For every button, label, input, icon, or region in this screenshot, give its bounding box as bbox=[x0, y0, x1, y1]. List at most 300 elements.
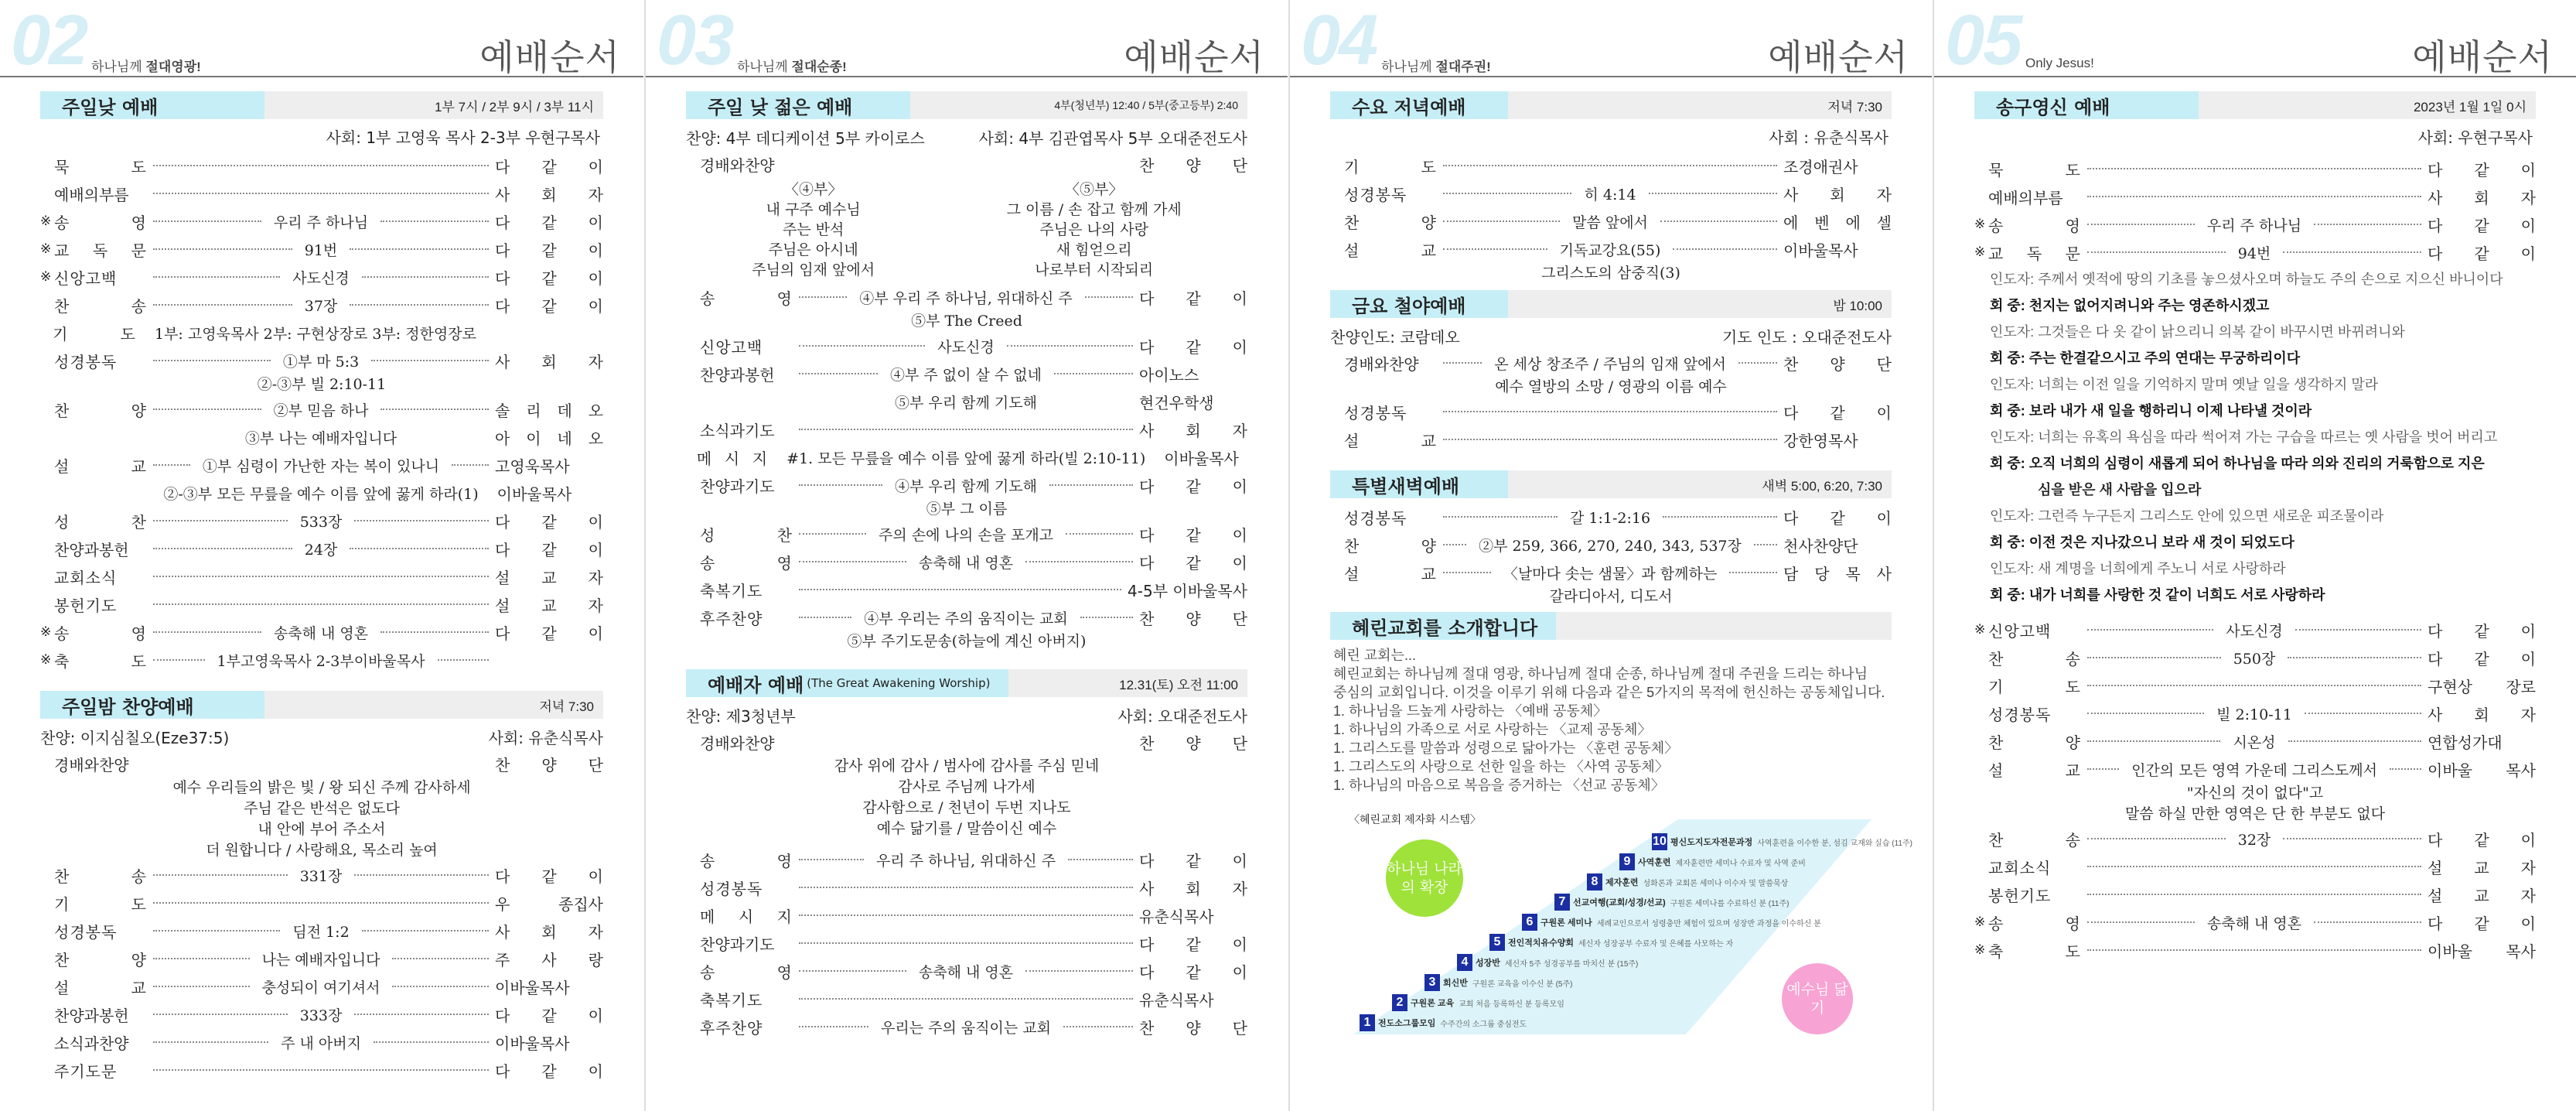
order-row bbox=[1330, 503, 1892, 531]
order-row bbox=[40, 235, 603, 263]
order-row bbox=[686, 929, 1247, 957]
text-line: 1. 그리스도의 사랑으로 선한 일을 하는 〈사역 공동체〉 bbox=[1333, 759, 1669, 774]
order-row bbox=[40, 507, 603, 535]
page-content bbox=[686, 91, 1247, 1103]
discipleship-step: 8 제자훈련 성화론과 교회론 세미나 이수자 및 말씀묵상 bbox=[1587, 873, 1788, 891]
section-header-awakening: 예배자 예배 (The Great Awakening Worship) 12.31(토) 오전 11:00 bbox=[686, 669, 1247, 697]
order-row bbox=[686, 603, 1247, 631]
page-title: 예배순서 bbox=[2412, 36, 2553, 78]
order-leader: 이바울 목사 bbox=[2428, 761, 2537, 780]
order-leader: 천사찬양단 bbox=[1783, 536, 1858, 556]
order-label: 성 찬 bbox=[700, 525, 793, 545]
order-row bbox=[1974, 238, 2536, 266]
responsive-reading bbox=[1974, 266, 2536, 608]
order-content: 94번 bbox=[2237, 244, 2271, 262]
order-leader: 설 교 자 bbox=[2428, 886, 2536, 905]
order-label: 설 교 bbox=[1344, 564, 1437, 583]
order-leader: 사 회 자 bbox=[2428, 705, 2537, 724]
order-leader: 이바울 목사 bbox=[2428, 942, 2536, 961]
page-number: 02 bbox=[11, 1, 87, 80]
order-label: 봉헌기도 bbox=[1988, 886, 2052, 905]
order-leader: 다 같 이 bbox=[1783, 403, 1892, 422]
order-leader: 다 같 이 bbox=[1139, 851, 1247, 870]
congregation-line: 회 중: 천지는 없어지려니와 주는 영존하시겠고 bbox=[1990, 298, 2270, 313]
order-row bbox=[686, 985, 1247, 1013]
order-row bbox=[686, 901, 1247, 929]
order-label: 찬 송 bbox=[54, 867, 147, 886]
order-row bbox=[1330, 179, 1892, 207]
order-content: ②부 259, 366, 270, 240, 343, 537장 bbox=[1479, 537, 1742, 555]
order-row bbox=[1974, 644, 2536, 672]
order-row bbox=[1974, 853, 2536, 880]
order-leader: 사 회 자 bbox=[1783, 185, 1892, 204]
page-tagline: 하나님께 절대영광! bbox=[91, 60, 201, 74]
order-label: 소식과기도 bbox=[700, 421, 775, 440]
order-label: 메 시 지 bbox=[700, 907, 793, 926]
order-row bbox=[1974, 210, 2536, 238]
order-label: 소식과찬양 bbox=[54, 1034, 129, 1053]
order-label: 묵 도 bbox=[1988, 160, 2081, 179]
order-content: 〈날마다 솟는 샘물〉과 함께하는 bbox=[1503, 565, 1718, 583]
page-05 bbox=[1933, 0, 2576, 1111]
order-label: 송 영 bbox=[54, 213, 147, 232]
order-row bbox=[40, 1000, 603, 1028]
page-content bbox=[1974, 91, 2536, 1103]
order-label: 묵 도 bbox=[54, 157, 147, 176]
order-row: 경배와찬양 찬 양 단 bbox=[700, 733, 1247, 753]
order-leader: 고영욱목사 bbox=[495, 456, 570, 476]
order-row bbox=[1974, 908, 2536, 936]
order-row bbox=[1974, 699, 2536, 727]
congregation-line: 회 중: 내가 너희를 사랑한 것 같이 너희도 서로 사랑하라 bbox=[1990, 587, 2325, 603]
order-label: 찬 양 bbox=[1344, 536, 1437, 556]
order-row bbox=[1330, 398, 1892, 426]
order-row bbox=[1974, 672, 2536, 699]
order-leader: 조경애권사 bbox=[1783, 157, 1858, 176]
section-header-youth: 주일 낮 젊은 예배 4부(청년부) 12:40 / 5부(중고등부) 2:40 bbox=[686, 91, 1247, 119]
order-row: ⑤부 우리 함께 기도해 현건우학생 bbox=[895, 393, 1214, 412]
order-label: 성 찬 bbox=[54, 512, 147, 532]
kingdom-expansion-circle: 하나님 나라의 확장 bbox=[1386, 839, 1463, 917]
order-label: 성경봉독 bbox=[1344, 185, 1407, 204]
order-subline: 갈라디아서, 디도서 bbox=[1549, 588, 1673, 605]
order-label: 송 영 bbox=[54, 624, 147, 643]
required-mark: ※ bbox=[40, 241, 52, 257]
lyric-line: 예수 닮기를 / 말씀이신 예수 bbox=[876, 820, 1057, 837]
lyric-line: 주님 같은 반석은 없도다 bbox=[244, 800, 400, 817]
order-leader: 설 교 자 bbox=[2428, 858, 2536, 877]
congregation-line: 회 중: 주는 한결같으시고 주의 연대는 무궁하리이다 bbox=[1990, 350, 2301, 366]
order-row bbox=[1974, 880, 2536, 908]
praise-host-line: 찬양: 이지심칠오(Eze37:5) 사회: 유춘식목사 bbox=[40, 728, 603, 747]
order-leader: 사 회 자 bbox=[2428, 188, 2536, 207]
order-content: 히 4:14 bbox=[1584, 186, 1636, 203]
order-subline: "자신의 것이 없다"고 bbox=[2186, 785, 2324, 802]
order-content: ②부 믿음 하나 bbox=[273, 402, 369, 419]
order-leader: 사 회 자 bbox=[1139, 421, 1247, 440]
required-mark: ※ bbox=[1974, 914, 1986, 930]
order-content: 사도신경 bbox=[292, 269, 350, 287]
discipleship-diagram bbox=[1330, 812, 1912, 1036]
order-content: 빌 2:10-11 bbox=[2216, 706, 2292, 723]
order-leader: 담 당 목 사 bbox=[1783, 564, 1892, 583]
order-row bbox=[40, 319, 603, 347]
order-leader: 다 같 이 bbox=[495, 1006, 603, 1025]
order-label: 교 독 문 bbox=[1988, 244, 2081, 263]
congregation-line: 회 중: 보라 내가 새 일을 행하리니 이제 나타낼 것이라 bbox=[1990, 403, 2312, 419]
order-row bbox=[40, 535, 603, 562]
order-content: 533장 bbox=[299, 513, 343, 531]
order-content: 송축해 내 영혼 bbox=[918, 963, 1014, 981]
order-leader: 사 회 자 bbox=[1139, 879, 1247, 898]
order-row bbox=[686, 471, 1247, 499]
order-row bbox=[686, 1013, 1247, 1041]
host-line: 사회: 우현구목사 bbox=[2417, 128, 2533, 147]
order-label: 찬 송 bbox=[54, 296, 147, 316]
order-subline: 예수 열방의 소망 / 영광의 이름 예수 bbox=[1495, 378, 1727, 395]
order-row bbox=[686, 846, 1247, 873]
order-row bbox=[40, 1028, 603, 1056]
text-line: 1. 하나님을 드높게 사랑하는 〈예배 공동체〉 bbox=[1333, 703, 1608, 719]
order-row bbox=[1330, 207, 1892, 235]
order-leader: 다 같 이 bbox=[495, 624, 603, 643]
order-label: 송 영 bbox=[700, 289, 793, 308]
order-row bbox=[686, 443, 1247, 471]
text-line: 1. 그리스도를 말씀과 성령으로 닮아가는 〈훈련 공동체〉 bbox=[1333, 740, 1679, 756]
order-row bbox=[1974, 727, 2536, 755]
order-label: 후주찬양 bbox=[700, 609, 763, 628]
order-label: 기 도 bbox=[54, 894, 147, 914]
order-leader: 다 같 이 bbox=[1139, 935, 1247, 954]
required-mark: ※ bbox=[40, 624, 52, 640]
order-row bbox=[1330, 531, 1892, 559]
order-row bbox=[1974, 936, 2536, 964]
page-number: 03 bbox=[657, 1, 733, 80]
order-content: 1부고영욱목사 2-3부이바울목사 bbox=[217, 652, 425, 670]
page-header bbox=[1290, 0, 1932, 80]
praise-prayer-line: 찬양인도: 코람데오 기도 인도 : 오대준전도사 bbox=[1330, 327, 1892, 347]
order-row bbox=[1974, 755, 2536, 783]
order-label: 축복기도 bbox=[700, 990, 763, 1010]
order-content: 딤전 1:2 bbox=[292, 923, 350, 941]
page-tagline: 하나님께 절대주권! bbox=[1381, 60, 1491, 74]
order-content: 24장 bbox=[304, 541, 338, 559]
order-label: 설 교 bbox=[1988, 761, 2081, 780]
lyric-line: 더 원합니다 / 사랑해요, 목소리 높여 bbox=[206, 842, 438, 859]
order-content: 333장 bbox=[299, 1007, 343, 1024]
order-row bbox=[40, 973, 603, 1000]
order-content: ④부 우리 함께 기도해 bbox=[895, 477, 1037, 495]
order-leader: 4-5부 이바울목사 bbox=[1128, 581, 1247, 600]
lyric-line: 감사함으로 / 천년이 두번 지나도 bbox=[862, 799, 1071, 816]
order-label: 예배의부름 bbox=[1988, 188, 2063, 207]
order-content: 우리 주 하나님, 위대하신 주 bbox=[875, 852, 1056, 870]
order-subline: ⑤부 The Creed bbox=[911, 313, 1022, 330]
order-row bbox=[40, 945, 603, 973]
order-content: 550장 bbox=[2233, 650, 2276, 668]
order-row: 경배와찬양 온 세상 창조주 / 주님의 임재 앞에서 찬 양 단 bbox=[1344, 354, 1892, 374]
order-label: 메 시 지 bbox=[696, 449, 769, 468]
discipleship-step: 10 평신도지도자전문과정 사역훈련을 이수한 분, 섬김 교재와 실습 (11주) bbox=[1652, 833, 1912, 850]
order-row bbox=[1974, 155, 2536, 183]
order-leader: 다 같 이 bbox=[2428, 830, 2536, 849]
order-leader: 주 사 랑 bbox=[495, 950, 603, 969]
order-row bbox=[686, 873, 1247, 901]
text-line: 1. 하나님의 가족으로 서로 사랑하는 〈교제 공동체〉 bbox=[1333, 722, 1652, 737]
page-03 bbox=[644, 0, 1288, 1111]
order-label: 성경봉독 bbox=[1988, 705, 2052, 724]
order-leader: 에 벤 에 셀 bbox=[1783, 213, 1892, 232]
discipleship-step: 5 전인적치유수양회 세신자 성장공부 수료자 및 은혜를 사모하는 자 bbox=[1489, 934, 1733, 951]
page-header bbox=[1934, 0, 2576, 80]
order-content: 32장 bbox=[2237, 831, 2271, 849]
order-row bbox=[40, 263, 603, 291]
order-row: 경배와찬양 찬 양 단 bbox=[700, 156, 1247, 175]
discipleship-step: 1 전도소그룹모임 수주간의 소그룹 중심전도 bbox=[1360, 1014, 1527, 1031]
order-leader: 다 같 이 bbox=[495, 213, 603, 232]
order-leader: 다 같 이 bbox=[495, 241, 603, 260]
order-label: 찬양과기도 bbox=[700, 935, 775, 954]
order-leader: 다 같 이 bbox=[495, 867, 603, 886]
order-leader: 사 회 자 bbox=[495, 922, 604, 942]
order-row bbox=[1974, 616, 2536, 644]
order-leader: 연합성가대 bbox=[2428, 733, 2503, 752]
section-header-sunday-night: 주일밤 찬양예배 저녁 7:30 bbox=[40, 691, 603, 719]
leader-line: 인도자: 너희는 유혹의 욕심을 따라 썩어져 가는 구습을 따르는 옛 사람을 벗어 버리고 bbox=[1990, 429, 2498, 445]
order-leader: 사 회 자 bbox=[495, 352, 603, 371]
order-row bbox=[40, 646, 603, 674]
lyric-line: 예수 우리들의 밝은 빛 / 왕 되신 주께 감사하세 bbox=[172, 779, 471, 796]
discipleship-step: 9 사역훈련 제자훈련반 세미나 수료자 및 사역 준비 bbox=[1619, 853, 1806, 870]
order-content: 송축해 내 영혼 bbox=[273, 624, 369, 642]
order-label: 찬 양 bbox=[1344, 213, 1437, 232]
lyric-line: 내 안에 부어 주소서 bbox=[258, 821, 386, 838]
host-line: 사회 : 유춘식목사 bbox=[1769, 128, 1888, 147]
leader-line: 인도자: 너희는 이전 일을 기억하지 말며 옛날 일을 생각하지 말라 bbox=[1990, 377, 2379, 392]
order-leader: 다 같 이 bbox=[2428, 649, 2536, 668]
order-label: 예배의부름 bbox=[54, 185, 129, 204]
order-row bbox=[1974, 825, 2536, 853]
text-line: 주는 반석 bbox=[782, 221, 844, 238]
order-content: ④부 우리 주 하나님, 위대하신 주 bbox=[859, 289, 1073, 307]
order-label: 주기도문 bbox=[54, 1061, 118, 1081]
order-leader: 다 같 이 bbox=[495, 512, 603, 532]
order-label: 찬양과봉헌 bbox=[54, 1006, 129, 1025]
order-label: 교회소식 bbox=[54, 568, 118, 587]
order-label: 찬 양 bbox=[1988, 733, 2081, 752]
section-header-intro: 혜린교회를 소개합니다 bbox=[1330, 612, 1892, 640]
order-label: 성경봉독 bbox=[1344, 508, 1407, 528]
church-intro bbox=[1330, 644, 1892, 795]
order-row bbox=[686, 957, 1247, 985]
section-header-dawn: 특별새벽예배 새벽 5:00, 6:20, 7:30 bbox=[1330, 470, 1892, 498]
order-row bbox=[40, 1056, 603, 1084]
order-leader: 설 교 자 bbox=[495, 568, 603, 587]
praise-host-line: 찬양: 4부 데디케이션 5부 카이로스 사회: 4부 김관엽목사 5부 오대준전도사 bbox=[686, 128, 1247, 148]
order-leader: 다 같 이 bbox=[1139, 962, 1247, 982]
order-label: 설 교 bbox=[54, 978, 147, 997]
order-label: 찬양과기도 bbox=[700, 477, 775, 496]
order-leader: 다 같 이 bbox=[495, 268, 604, 288]
leader-line: 인도자: 새 계명을 너희에게 주노니 서로 사랑하라 bbox=[1990, 561, 2286, 576]
order-leader: 다 같 이 bbox=[1139, 477, 1248, 496]
order-label: 찬양과봉헌 bbox=[700, 365, 775, 385]
order-content: 송축해 내 영혼 bbox=[2206, 914, 2302, 932]
order-label: 송 영 bbox=[700, 851, 793, 870]
order-label: 성경봉독 bbox=[54, 352, 118, 371]
order-row: ③부 나는 예배자입니다 아 이 네 오 bbox=[244, 429, 604, 448]
order-content: #1. 모든 무릎을 예수 이름 앞에 꿇게 하라(빌 2:10-11) bbox=[786, 450, 1146, 467]
order-content: 37장 bbox=[304, 297, 338, 315]
order-label: 찬 송 bbox=[1988, 830, 2081, 849]
order-label: 기 도 bbox=[53, 324, 136, 344]
page-content bbox=[1330, 91, 1912, 1103]
order-label: 교 독 문 bbox=[54, 241, 147, 260]
order-content: 갈 1:1-2:16 bbox=[1569, 509, 1651, 527]
order-content: 사도신경 bbox=[937, 338, 995, 356]
order-leader: 다 같 이 bbox=[1783, 508, 1892, 528]
order-label: 축 도 bbox=[1988, 942, 2081, 961]
order-leader: 다 같 이 bbox=[2428, 914, 2536, 933]
text-line: 혜린 교회는... bbox=[1333, 648, 1416, 663]
order-row bbox=[40, 618, 603, 646]
required-mark: ※ bbox=[1974, 942, 1986, 958]
order-label: 설 교 bbox=[1344, 431, 1437, 450]
order-row bbox=[40, 562, 603, 590]
text-line: 주님은 아시네 bbox=[768, 241, 858, 258]
order-label: 송 영 bbox=[1988, 914, 2081, 933]
lyrics-two-column bbox=[686, 179, 1247, 280]
lyric-line: 감사로 주님께 나가세 bbox=[898, 778, 1036, 795]
order-leader: 다 같 이 bbox=[1139, 337, 1248, 357]
order-leader: 다 같 이 bbox=[495, 540, 603, 559]
order-row bbox=[40, 291, 603, 319]
page-02 bbox=[0, 0, 643, 1111]
discipleship-step: 4 성장반 세신자 5주 성경공부를 마치신 분 (15주) bbox=[1457, 954, 1638, 971]
order-subline: ②-③부 빌 2:10-11 bbox=[257, 376, 387, 393]
order-content: 기독교강요(55) bbox=[1559, 241, 1661, 259]
order-subline: ⑤부 주기도문송(하늘에 계신 아버지) bbox=[847, 633, 1087, 650]
order-leader: 이바울목사 bbox=[1164, 449, 1239, 468]
order-leader: 강한영목사 bbox=[1783, 431, 1858, 450]
page-header bbox=[646, 0, 1288, 80]
jesus-likeness-circle: 예수님 닮기 bbox=[1782, 963, 1853, 1034]
order-content: 사도신경 bbox=[2226, 622, 2283, 640]
order-row: ②-③부 모든 무릎을 예수 이름 앞에 꿇게 하라(1) 이바울목사 bbox=[163, 484, 572, 504]
order-label: 기 도 bbox=[1988, 677, 2081, 696]
order-row bbox=[686, 332, 1247, 360]
page-04 bbox=[1288, 0, 1932, 1111]
order-leader: 사 회 자 bbox=[495, 185, 603, 204]
order-leader: 우 종집사 bbox=[495, 894, 603, 914]
praise-host-line: 찬양: 제3청년부 사회: 오대준전도사 bbox=[686, 706, 1247, 726]
text-line: 나로부터 시작되리 bbox=[1035, 262, 1154, 279]
order-row bbox=[40, 861, 603, 889]
order-leader: 솔 리 데 오 bbox=[495, 401, 604, 420]
order-row bbox=[686, 520, 1247, 548]
order-leader: 유춘식목사 bbox=[1139, 990, 1214, 1010]
leader-line: 인도자: 주께서 옛적에 땅의 기초를 놓으셨사오며 하늘도 주의 손으로 지으신 바니이다 bbox=[1990, 272, 2503, 287]
page-title: 예배순서 bbox=[1768, 36, 1909, 78]
order-row bbox=[40, 347, 603, 374]
page-tagline: 하나님께 절대순종! bbox=[737, 60, 847, 74]
order-content: 시온성 bbox=[2233, 733, 2276, 751]
order-row bbox=[686, 360, 1247, 388]
order-leader: 다 같 이 bbox=[1139, 525, 1247, 545]
required-mark: ※ bbox=[40, 214, 52, 229]
order-leader: 설 교 자 bbox=[495, 596, 603, 615]
host-line: 사회: 1부 고영욱 목사 2-3부 우현구목사 bbox=[326, 128, 600, 147]
leader-line: 인도자: 그런즉 누구든지 그리스도 안에 있으면 새로운 피조물이라 bbox=[1990, 508, 2384, 524]
order-label: 신앙고백 bbox=[54, 268, 118, 288]
order-content: ④부 주 없이 살 수 없네 bbox=[889, 366, 1042, 384]
text-line: 중심의 교회입니다. 이것을 이루기 위해 다음과 같은 5가지의 목적에 헌신하는 공동체입니다. bbox=[1333, 685, 1885, 700]
order-row bbox=[40, 590, 603, 618]
text-line: 새 힘얻으리 bbox=[1056, 241, 1132, 258]
order-row bbox=[40, 152, 603, 179]
order-content: 나는 예배자입니다 bbox=[261, 951, 380, 969]
text-line: 혜린교회는 하나님께 절대 영광, 하나님께 절대 순종, 하나님께 절대 주권을 드리는 하나님 bbox=[1333, 666, 1868, 682]
required-mark: ※ bbox=[40, 269, 52, 285]
order-leader: 다 같 이 bbox=[1139, 289, 1247, 308]
text-line: 내 구주 예수님 bbox=[766, 201, 861, 218]
order-leader: 다 같 이 bbox=[2428, 244, 2536, 263]
order-subline: 말씀 하실 만한 영역은 단 한 부분도 없다 bbox=[2125, 805, 2385, 822]
section-header-newyear: 송구영신 예배 2023년 1월 1일 0시 bbox=[1974, 91, 2536, 119]
order-leader: 이바울목사 bbox=[495, 1034, 570, 1053]
order-leader: 아이노스 bbox=[1139, 365, 1199, 385]
order-row bbox=[1330, 559, 1892, 586]
order-row bbox=[40, 451, 603, 479]
text-line: 주님은 나의 사랑 bbox=[1039, 221, 1148, 238]
order-row bbox=[40, 889, 603, 917]
order-label: 신앙고백 bbox=[700, 337, 763, 357]
leader-line: 인도자: 그것들은 다 옷 같이 낡으리니 의복 같이 바꾸시면 바뀌려니와 bbox=[1990, 324, 2405, 340]
diagram-title: 〈혜린교회 제자화 시스템〉 bbox=[1349, 813, 1482, 826]
order-leader: 찬 양 단 bbox=[1139, 609, 1248, 628]
text-line: 그 이름 / 손 잡고 함께 가세 bbox=[1006, 201, 1182, 218]
lyric-line: 감사 위에 감사 / 범사에 감사를 주심 믿네 bbox=[834, 757, 1100, 774]
order-label: 찬 양 bbox=[54, 401, 147, 420]
section-header-wednesday: 수요 저녁예배 저녁 7:30 bbox=[1330, 91, 1892, 119]
page-title: 예배순서 bbox=[479, 36, 620, 78]
order-label: 설 교 bbox=[1344, 241, 1437, 260]
order-row bbox=[40, 179, 603, 207]
order-content: ①부 마 5:3 bbox=[282, 353, 360, 371]
order-label: 교회소식 bbox=[1988, 858, 2052, 877]
order-content: ①부 심령이 가난한 자는 복이 있나니 bbox=[202, 457, 440, 475]
order-leader: 다 같 이 bbox=[2428, 621, 2537, 641]
discipleship-step: 6 구원론 세미나 세례교인으로서 성령충만 체험이 있으며 성장반 과정을 이수하신 분 bbox=[1522, 914, 1821, 931]
order-row bbox=[686, 415, 1247, 443]
order-label: 찬 양 bbox=[54, 950, 147, 969]
order-row bbox=[686, 576, 1247, 603]
order-row: 경배와찬양 찬 양 단 bbox=[54, 755, 603, 774]
order-content: ④부 우리는 주의 움직이는 교회 bbox=[864, 610, 1068, 627]
required-mark: ※ bbox=[40, 652, 52, 668]
page-content bbox=[40, 91, 603, 1103]
congregation-line: 회 중: 이전 것은 지나갔으니 보라 새 것이 되었도다 bbox=[1990, 535, 2295, 550]
order-content: 주 내 아버지 bbox=[281, 1034, 361, 1052]
order-label: 축 도 bbox=[54, 651, 147, 671]
order-label: 신앙고백 bbox=[1988, 621, 2052, 641]
order-subline: ⑤부 그 이름 bbox=[926, 501, 1008, 518]
order-row bbox=[1330, 235, 1892, 263]
page-number: 04 bbox=[1301, 1, 1377, 80]
congregation-line: 심을 받은 새 사람을 입으라 bbox=[2038, 482, 2202, 497]
page-header bbox=[0, 0, 643, 80]
order-leader: 이바울목사 bbox=[1783, 241, 1858, 260]
